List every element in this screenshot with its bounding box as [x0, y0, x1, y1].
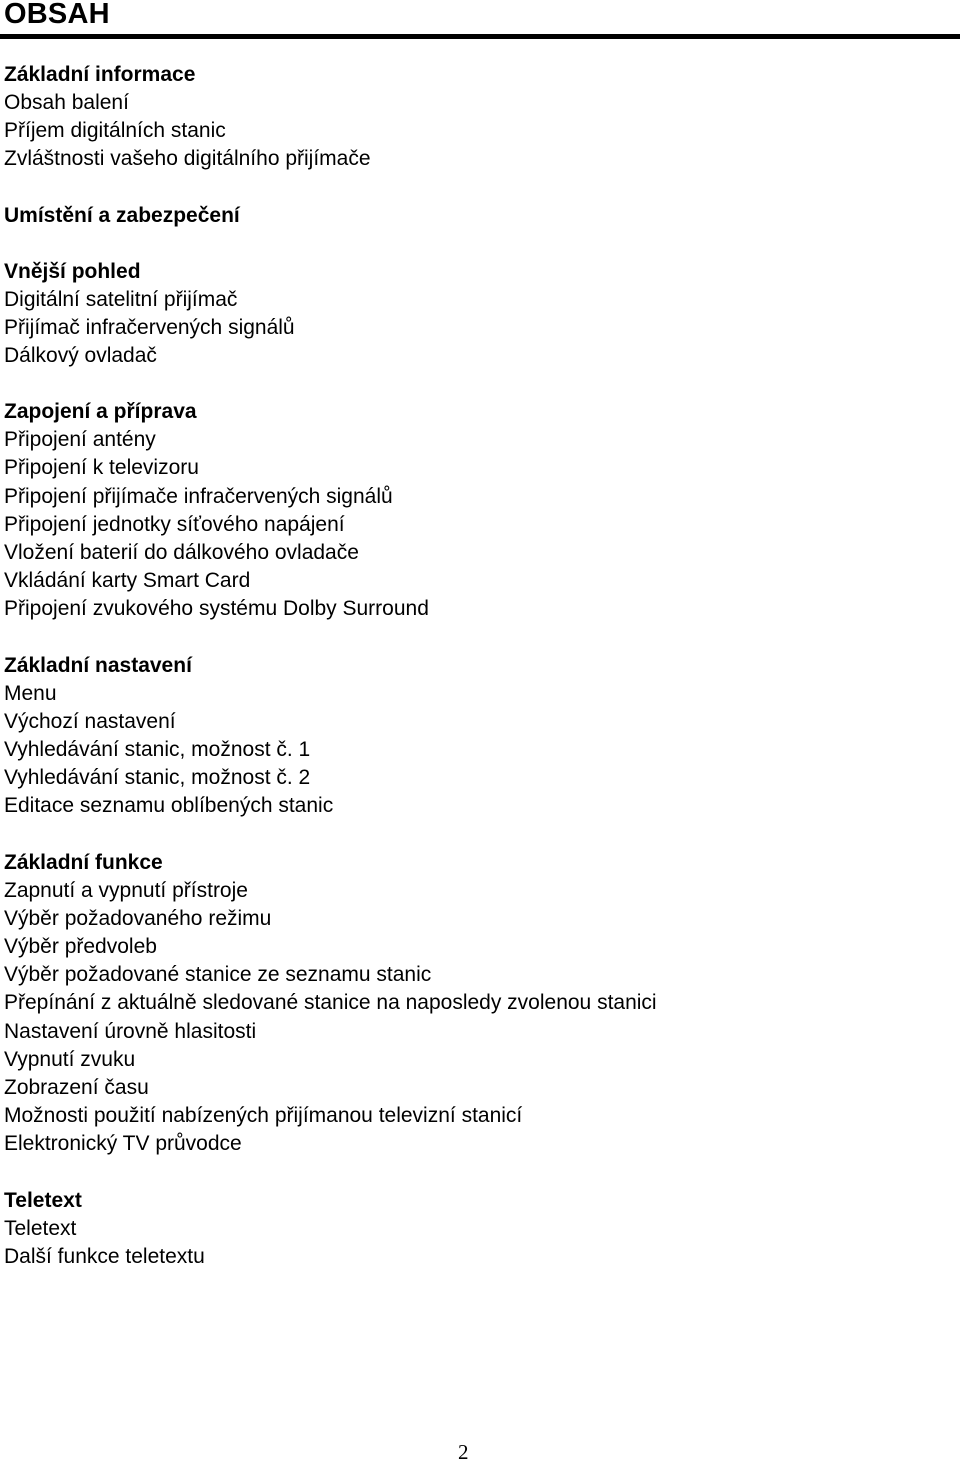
toc-section [4, 849, 954, 1159]
toc-entry: Zobrazení času [4, 1076, 149, 1100]
toc-section [4, 652, 954, 821]
title-divider [0, 34, 960, 39]
toc-entry: Zvláštnosti vašeho digitálního přijímače [4, 147, 371, 171]
toc-entry: Připojení jednotky síťového napájení [4, 512, 345, 536]
toc-entry: Přijímač infračervených signálů [4, 315, 295, 339]
toc-list [4, 680, 954, 821]
toc-list [4, 877, 954, 1159]
toc-list [4, 89, 954, 174]
toc-entry: Připojení antény [4, 428, 156, 452]
toc-entry: Příjem digitálních stanic [4, 119, 226, 143]
toc-entry: Vložení baterií do dálkového ovladače [4, 541, 359, 565]
toc-entry: Další funkce teletextu [4, 1244, 205, 1268]
section-heading: Zapojení a příprava [4, 400, 197, 424]
toc-entry: Vypnutí zvuku [4, 1047, 136, 1071]
section-heading: Umístění a zabezpečení [4, 203, 240, 227]
toc-list [4, 426, 954, 623]
toc-entry: Výběr požadovaného režimu [4, 906, 272, 930]
toc-entry: Připojení zvukového systému Dolby Surround [4, 597, 429, 621]
toc-list [4, 1215, 954, 1271]
table-of-contents [4, 61, 954, 1299]
section-heading: Teletext [4, 1188, 82, 1212]
toc-entry: Připojení přijímače infračervených signálů [4, 484, 393, 508]
toc-section [4, 398, 954, 623]
section-heading: Základní nastavení [4, 653, 192, 677]
toc-entry: Editace seznamu oblíbených stanic [4, 794, 334, 818]
page-title: OBSAH [4, 0, 110, 30]
toc-entry: Výchozí nastavení [4, 709, 176, 733]
toc-entry: Výběr požadované stanice ze seznamu stanic [4, 963, 432, 987]
section-heading: Základní informace [4, 63, 196, 86]
toc-section [4, 61, 954, 174]
toc-entry: Vkládání karty Smart Card [4, 569, 251, 593]
toc-entry: Připojení k televizoru [4, 456, 199, 480]
toc-entry: Teletext [4, 1216, 77, 1240]
toc-entry: Vyhledávání stanic, možnost č. 2 [4, 766, 311, 790]
toc-entry: Menu [4, 681, 57, 705]
toc-entry: Elektronický TV průvodce [4, 1132, 242, 1156]
section-heading: Základní funkce [4, 850, 163, 874]
page-number: 2 [458, 1440, 469, 1464]
toc-entry: Dálkový ovladač [4, 344, 157, 368]
toc-entry: Obsah balení [4, 91, 129, 114]
toc-entry: Vyhledávání stanic, možnost č. 1 [4, 738, 311, 762]
toc-entry: Nastavení úrovně hlasitosti [4, 1019, 257, 1043]
toc-entry: Výběr předvoleb [4, 935, 157, 959]
toc-entry: Zapnutí a vypnutí přístroje [4, 878, 248, 902]
toc-section [4, 1187, 954, 1271]
section-heading: Vnější pohled [4, 259, 141, 283]
toc-section [4, 258, 954, 371]
toc-list [4, 286, 954, 371]
toc-section [4, 202, 954, 230]
toc-entry: Možnosti použití nabízených přijímanou televizní stanicí [4, 1104, 523, 1128]
toc-entry: Digitální satelitní přijímač [4, 287, 238, 311]
toc-entry: Přepínání z aktuálně sledované stanice na naposledy zvolenou stanici [4, 991, 657, 1015]
